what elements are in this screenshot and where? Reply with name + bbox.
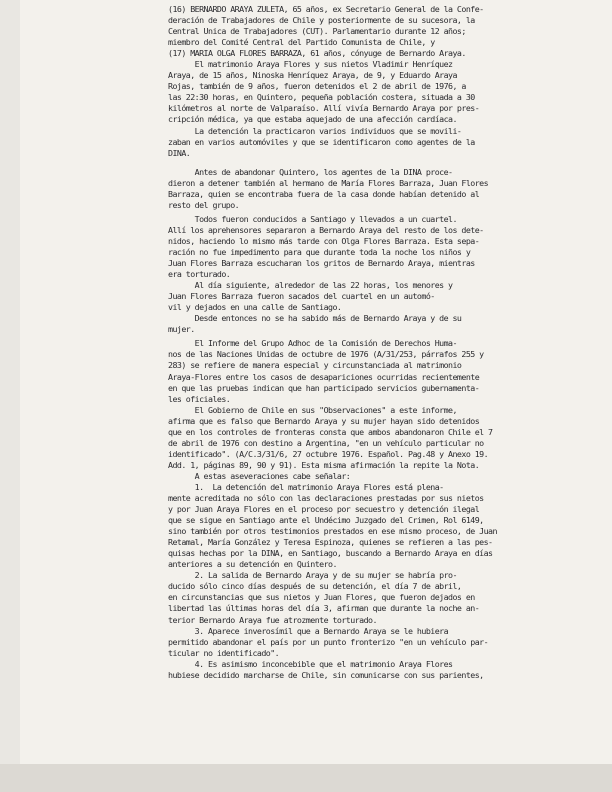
text-line: Araya-Flores entre los casos de desapariciones ocurridas recientemente	[168, 371, 480, 382]
text-line: cripción médica, ya que estaba aquejado de una afección cardíaca.	[168, 114, 457, 125]
text-line: Central Unica de Trabajadores (CUT). Parlamentario durante 12 años;	[168, 26, 466, 37]
text-line: terior Bernardo Araya fue atrozmente torturado.	[168, 614, 377, 625]
text-line: Juan Flores Barraza escucharan los gritos de Bernardo Araya, mientras	[168, 258, 475, 269]
text-line: Rojas, también de 9 años, fueron detenidos el 2 de abril de 1976, a	[168, 81, 466, 92]
text-line: Al día siguiente, alrededor de las 22 horas, los menores y	[168, 280, 453, 291]
text-line: sino también por otros testimonios prestados en ese mismo proceso, de Juan	[168, 526, 497, 537]
text-line: kilómetros al norte de Valparaíso. Allí vivía Bernardo Araya por pres-	[168, 103, 480, 114]
text-line: afirma que es falso que Bernardo Araya y su mujer hayan sido detenidos	[168, 415, 480, 426]
text-line: que en los controles de fronteras consta que ambos abandonaron Chile el 7	[168, 426, 493, 437]
text-line: (17) MARIA OLGA FLORES BARRAZA, 61 años, cónyuge de Bernardo Araya.	[168, 48, 466, 59]
text-line: ración no fue impedimento para que durante toda la noche los niños y	[168, 246, 471, 257]
text-line: ticular no identificado".	[168, 647, 280, 658]
text-line: 3. Aparece inverosímil que a Bernardo Araya se le hubiera	[168, 625, 449, 636]
text-line: El Informe del Grupo Adhoc de la Comisión de Derechos Huma-	[168, 338, 457, 349]
text-line: mujer.	[168, 324, 195, 335]
text-line: La detención la practicaron varios individuos que se movili-	[168, 125, 462, 136]
text-line: Desde entonces no se ha sabido más de Bernardo Araya y de su	[168, 313, 462, 324]
text-line: 1. La detención del matrimonio Araya Flores está plena-	[168, 481, 444, 492]
text-line: miembro del Comité Central del Partido Comunista de Chile, y	[168, 37, 435, 48]
text-line: DINA.	[168, 147, 191, 158]
text-line: hubiese decidido marcharse de Chile, sin comunicarse con sus parientes,	[168, 669, 484, 680]
text-line: El Gobierno de Chile en sus "Observaciones" a este informe,	[168, 404, 457, 415]
text-line: identificado". (A/C.3/31/6, 27 octubre 1976. Español. Pag.48 y Anexo 19.	[168, 448, 489, 459]
text-line: Antes de abandonar Quintero, los agentes de la DINA proce-	[168, 166, 453, 177]
text-line: Barraza, quien se encontraba fuera de la casa donde habían detenido al	[168, 188, 480, 199]
page-bottom-margin	[0, 764, 612, 792]
text-line: en que las pruebas indican que han participado servicios gubernamenta-	[168, 382, 480, 393]
text-line: mente acreditada no sólo con las declaraciones prestadas por sus nietos	[168, 493, 484, 504]
text-line: (16) BERNARDO ARAYA ZULETA, 65 años, ex Secretario General de la Confe-	[168, 4, 484, 14]
text-line: 2. La salida de Bernardo Araya y de su mujer se habría pro-	[168, 570, 457, 581]
text-line: nidos, haciendo lo mismo más tarde con Olga Flores Barraza. Esta sepa-	[168, 235, 480, 246]
text-line: dieron a detener también al hermano de María Flores Barraza, Juan Flores	[168, 177, 489, 188]
text-line: era torturado.	[168, 269, 231, 280]
text-line: nos de las Naciones Unidas de octubre de 1976 (A/31/253, párrafos 255 y	[168, 349, 484, 360]
text-line: El matrimonio Araya Flores y sus nietos Vladimir Henríquez	[168, 59, 453, 70]
text-line: ducido sólo cinco días después de su detención, el día 7 de abril,	[168, 581, 462, 592]
text-line: Add. 1, páginas 89, 90 y 91). Esta misma afirmación la repite la Nota.	[168, 459, 480, 470]
text-line: quisas hechas por la DINA, en Santiago, buscando a Bernardo Araya en días	[168, 548, 493, 559]
text-line: de abril de 1976 con destino a Argentina, "en un vehículo particular no	[168, 437, 484, 448]
text-line: vil y dejados en una calle de Santiago.	[168, 302, 342, 313]
typewritten-body	[168, 4, 608, 681]
text-line: las 22:30 horas, en Quintero, pequeña población costera, situada a 30	[168, 92, 475, 103]
text-line: que se sigue en Santiago ante el Undécimo Juzgado del Crimen, Rol 6149,	[168, 515, 484, 526]
text-line: en circunstancias que sus nietos y Juan Flores, que fueron dejados en	[168, 592, 475, 603]
text-line: Retamal, María González y Teresa Espinoza, quienes se refieren a las pes-	[168, 537, 493, 548]
text-line: zaban en varios automóviles y que se identificaron como agentes de la	[168, 136, 475, 147]
text-line: anteriores a su detención en Quintero.	[168, 559, 337, 570]
text-line: les oficiales.	[168, 393, 231, 404]
text-line: 4. Es asimismo inconcebible que el matrimonio Araya Flores	[168, 658, 453, 669]
text-line: deración de Trabajadores de Chile y posteriormente de su sucesora, la	[168, 15, 475, 26]
text-line: resto del grupo.	[168, 199, 240, 210]
text-line: y por Juan Araya Flores en el proceso por secuestro y detención ilegal	[168, 504, 480, 515]
text-line: Araya, de 15 años, Ninoska Henríquez Araya, de 9, y Eduardo Araya	[168, 70, 457, 81]
text-line: libertad las últimas horas del día 3, afirman que durante la noche an-	[168, 603, 480, 614]
text-line: Juan Flores Barraza fueron sacados del cuartel en un automó-	[168, 291, 435, 302]
text-line: Allí los aprehensores separaron a Bernardo Araya del resto de los dete-	[168, 224, 484, 235]
text-line: Todos fueron conducidos a Santiago y llevados a un cuartel.	[168, 213, 457, 224]
text-line: A estas aseveraciones cabe señalar:	[168, 470, 351, 481]
text-line: 283) se refiere de manera especial y circunstanciada al matrimonio	[168, 360, 462, 371]
text-line: permitido abandonar el país por un punto fronterizo "en un vehículo par-	[168, 636, 489, 647]
